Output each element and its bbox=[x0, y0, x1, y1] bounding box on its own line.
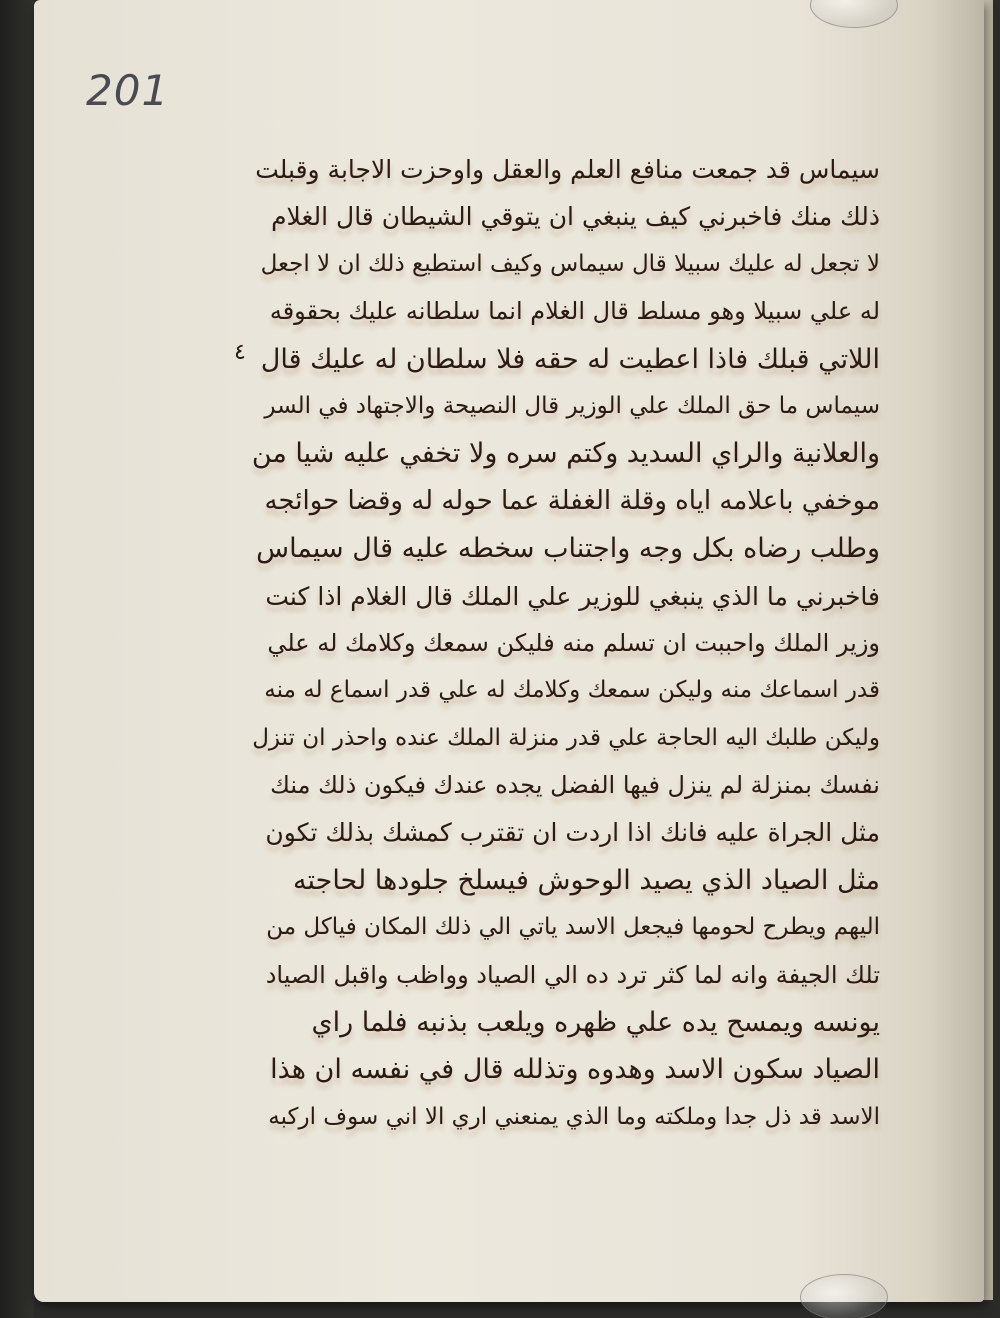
manuscript-line: الصياد سكون الاسد وهدوه وتذلله قال في نفسه ان هذا bbox=[270, 1054, 880, 1086]
manuscript-line: تلك الجيفة وانه لما كثر ترد ده الي الصياد وواظب واقبل الصياد bbox=[265, 960, 880, 989]
manuscript-line: والعلانية والراي السديد وكتم سره ولا تخفي عليه شيا من bbox=[251, 438, 880, 470]
manuscript-line: الاسد قد ذل جدا وملكته وما الذي يمنعني اري الا اني سوف اركبه bbox=[268, 1103, 880, 1130]
manuscript-line: فاخبرني ما الذي ينبغي للوزير علي الملك قال الغلام اذا كنت bbox=[265, 581, 880, 611]
manuscript-line: سيماس قد جمعت منافع العلم والعقل واوحزت الاجابة وقبلت bbox=[255, 155, 880, 184]
manuscript-line: وليكن طلبك اليه الحاجة علي قدر منزلة الملك عنده واحذر ان تنزل bbox=[252, 724, 880, 751]
manuscript-line: وزير الملك واحببت ان تسلم منه فليكن سمعك وكلامك له علي bbox=[267, 628, 880, 657]
scan-background-left bbox=[0, 0, 34, 1318]
manuscript-line: لا تجعل له عليك سبيلا قال سيماس وكيف استطيع ذلك ان لا اجعل bbox=[260, 250, 880, 277]
manuscript-line: سيماس ما حق الملك علي الوزير قال النصيحة والاجتهاد في السر bbox=[264, 392, 880, 419]
manuscript-text-block bbox=[250, 146, 880, 1141]
manuscript-line: نفسك بمنزلة لم ينزل فيها الفضل يجده عندك فيكون ذلك منك bbox=[270, 771, 880, 800]
folio-number: 201 bbox=[86, 66, 170, 115]
manuscript-line: اليهم ويطرح لحومها فيجعل الاسد ياتي الي ذلك المكان فياكل من bbox=[266, 914, 880, 941]
manuscript-line: مثل الصياد الذي يصيد الوحوش فيسلخ جلودها لحاجته bbox=[293, 864, 880, 896]
page-clip-bottom bbox=[800, 1274, 888, 1318]
margin-mark: ٤ bbox=[234, 340, 246, 365]
manuscript-line: يونسه ويمسح يده علي ظهره ويلعب بذنبه فلما راي bbox=[311, 1007, 880, 1039]
manuscript-line: مثل الجراة عليه فانك اذا اردت ان تقترب كمشك بذلك تكون bbox=[265, 818, 880, 848]
manuscript-line: قدر اسماعك منه وليكن سمعك وكلامك له علي قدر اسماع له منه bbox=[264, 677, 880, 704]
manuscript-line: وطلب رضاه بكل وجه واجتناب سخطه عليه قال سيماس bbox=[256, 533, 880, 565]
manuscript-line: موخفي باعلامه اياه وقلة الغفلة عما حوله له وقضا حوائجه bbox=[264, 485, 880, 516]
manuscript-line: ذلك منك فاخبرني كيف ينبغي ان يتوقي الشيطان قال الغلام bbox=[271, 202, 880, 232]
manuscript-line: له علي سبيلا وهو مسلط قال الغلام انما سلطانه عليك بحقوقه bbox=[269, 297, 880, 326]
manuscript-line: اللاتي قبلك فاذا اعطيت له حقه فلا سلطان له عليك قال bbox=[260, 343, 880, 375]
